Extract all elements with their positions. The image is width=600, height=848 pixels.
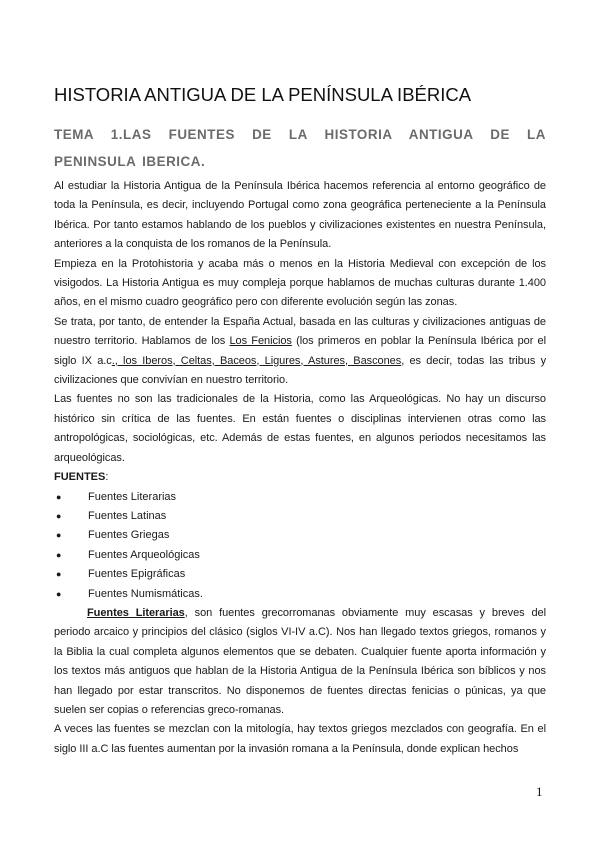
paragraph-intro: Al estudiar la Historia Antigua de la Península Ibérica hacemos referencia al entorno geográfico de toda la Península, es decir, incluyendo Portugal como zona geográfica perteneciente a la Península Ibérica. Por tanto estamos hablando de los pueblos y civilizaciones existentes en nuestra Península, anteriores a la conquista de los romanos de la Península. [54, 180, 546, 251]
fenicios-link[interactable]: Los Fenicios [229, 335, 292, 348]
list-item [54, 546, 546, 565]
sources-heading-text: FUENTES [54, 471, 106, 484]
list-item [54, 565, 546, 584]
bullet-icon: ● [56, 491, 62, 502]
sources-list [54, 488, 546, 604]
list-item-label: Fuentes Epigráficas [88, 568, 186, 581]
document-title: HISTORIA ANTIGUA DE LA PENÍNSULA IBÉRICA [54, 84, 472, 105]
list-item-label: Fuentes Griegas [88, 529, 170, 542]
paragraph-peoples-text-b: (los primeros en poblar la Península Ibérica por el siglo IX a.c [54, 335, 547, 367]
bullet-icon: ● [56, 588, 62, 599]
list-item-label: Fuentes Literarias [88, 490, 177, 503]
list-item [54, 488, 546, 507]
paragraph-mythology: A veces las fuentes se mezclan con la mitología, hay textos griegos mezclados con geografía. En el siglo III a.C las fuentes aumentan por la invasión romana a la Península, donde explican hechos [54, 723, 546, 755]
bullet-icon: ● [56, 549, 62, 560]
literary-sources-text: , son fuentes grecorromanas obviamente muy escasas y breves del periodo arcaico y principios del clásico (siglos VI-IV a.C). Nos han llegado textos griegos, romanos y la Biblia la cual completa algunos elementos que se debaten. Cualquier fuente aporta información y los textos más antiguos que hablan de la Historia Antigua de la Península Ibérica son bíblicos y nos han llegado por estar transcritos. No disponemos de fuentes directas fenicias o púnicas, ya que suelen ser copias o referencias greco-romanas. [54, 606, 547, 716]
chapter-subtitle: TEMA 1.LAS FUENTES DE LA HISTORIA ANTIGUA DE LA PENINSULA IBERICA. [54, 127, 546, 169]
list-item [54, 585, 546, 604]
literary-sources-term: Fuentes Literarias [87, 606, 185, 619]
paragraph-chronology: Empieza en la Protohistoria y acaba más o menos en la Historia Medieval con excepción de los visigodos. La Historia Antigua es muy compleja porque hablamos de muchas culturas durante 1.400 años, en el mismo cuadro geográfico pero con diferente evolución según las zonas. [54, 257, 546, 309]
sources-heading [54, 468, 546, 487]
list-item-label: Fuentes Numismáticas. [88, 587, 203, 600]
page-number: 1 [536, 784, 543, 799]
sources-heading-colon: : [105, 471, 109, 484]
paragraph-peoples [54, 313, 546, 391]
document-body [54, 84, 546, 759]
paragraph-peoples-text-a: Se trata, por tanto, de entender la España Actual, basada en las culturas y civilizaciones antiguas de nuestro territorio. Hablamos de los [54, 315, 546, 348]
list-item [54, 526, 546, 545]
list-item [54, 507, 546, 526]
bullet-icon: ● [56, 510, 62, 521]
paragraph-sources-intro: Las fuentes no son las tradicionales de la Historia, como las Arqueológicas. No hay un discurso histórico sin crítica de las fuentes. En están fuentes o disciplinas intervienen otras como las antropológicas, sociológicas, etc. Además de estas fuentes, en algunos periodos necesitamos las arqueológicas. [54, 393, 546, 464]
tribes-link[interactable]: ., los Iberos, Celtas, Baceos, Ligures, Astures, Bascones [111, 354, 402, 367]
paragraph-literary-sources [54, 604, 546, 720]
paragraph-peoples-text-c: , es decir, todas las tribus y civilizaciones que convivían en nuestro territorio. [54, 354, 547, 387]
list-item-label: Fuentes Latinas [88, 509, 167, 522]
bullet-icon: ● [56, 530, 62, 541]
list-item-label: Fuentes Arqueológicas [88, 548, 200, 561]
bullet-icon: ● [56, 569, 62, 580]
